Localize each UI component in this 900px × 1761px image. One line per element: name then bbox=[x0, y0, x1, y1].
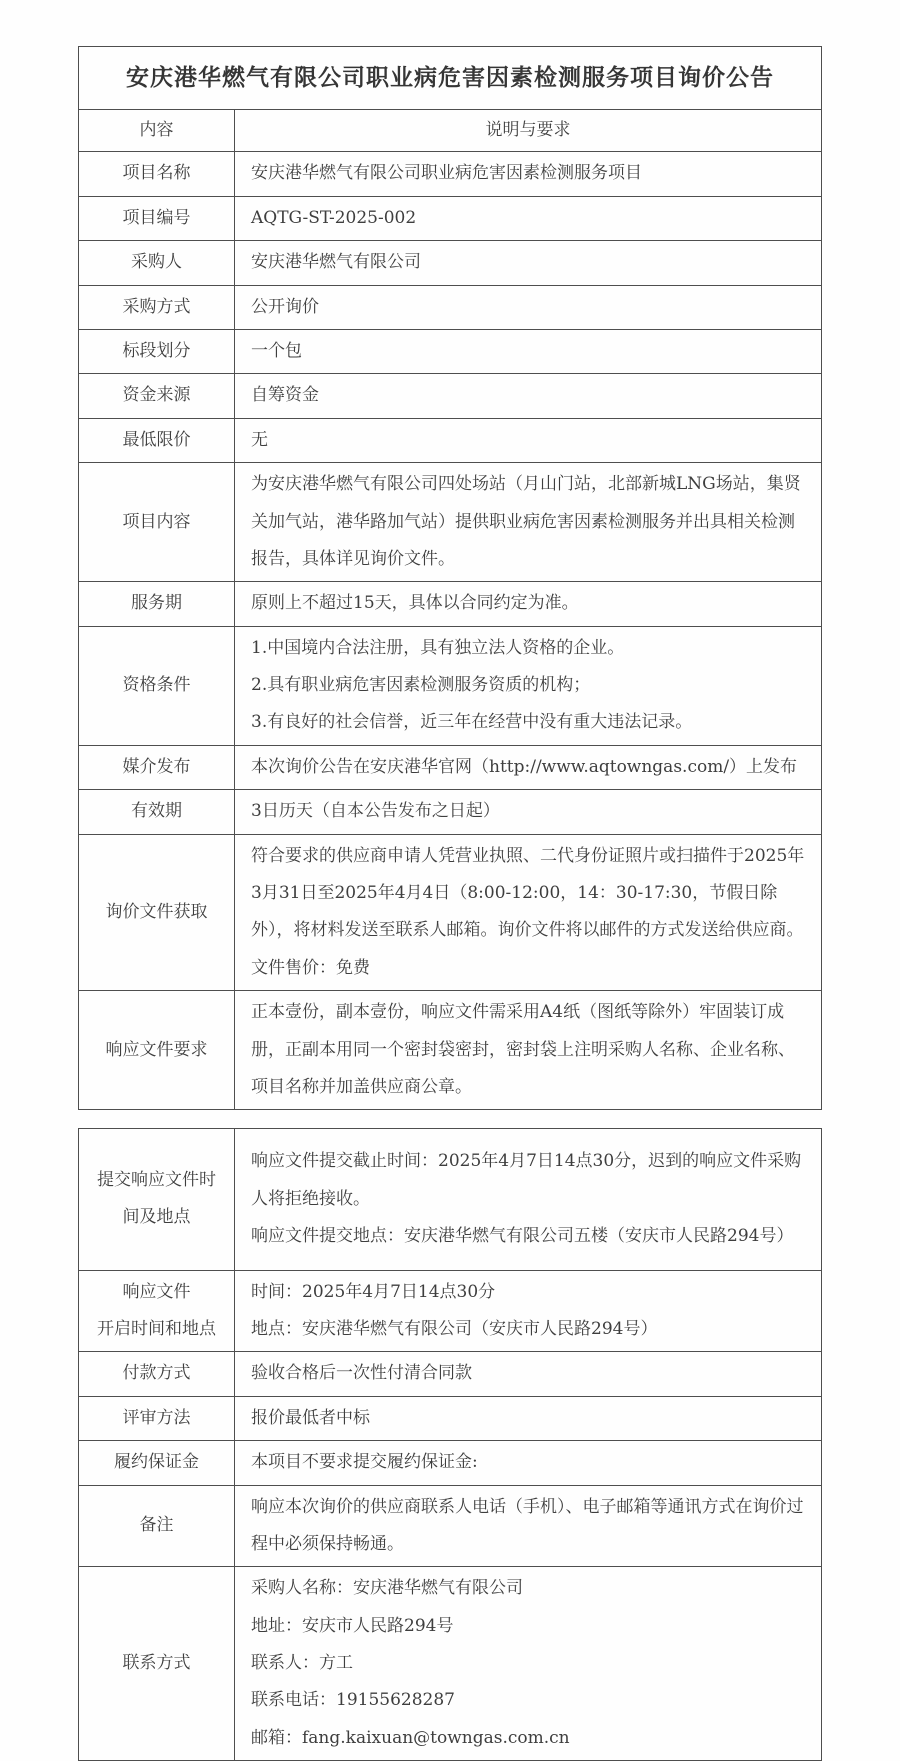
row-value bbox=[235, 1129, 822, 1270]
row-value bbox=[235, 1441, 822, 1485]
row-value-line: 验收合格后一次性付清合同款 bbox=[251, 1363, 472, 1384]
document-title: 安庆港华燃气有限公司职业病危害因素检测服务项目询价公告 bbox=[79, 47, 822, 110]
row-value-line: 公开询价 bbox=[251, 296, 319, 317]
table-header-row bbox=[79, 110, 822, 152]
row-value bbox=[235, 418, 822, 462]
row-label-line: 资金来源 bbox=[122, 385, 191, 406]
table-row bbox=[79, 1352, 822, 1396]
row-label bbox=[79, 834, 235, 991]
row-label-line: 资格条件 bbox=[122, 675, 191, 696]
row-value-line: 时间：2025年4月7日14点30分 bbox=[251, 1281, 496, 1302]
announcement-secondary-table bbox=[78, 1128, 822, 1761]
table-row bbox=[79, 196, 822, 240]
row-value bbox=[235, 1270, 822, 1352]
row-label bbox=[79, 1270, 235, 1352]
row-value-line: 3日历天（自本公告发布之日起） bbox=[251, 801, 500, 822]
table-row bbox=[79, 1567, 822, 1761]
row-value-line: 地点：安庆港华燃气有限公司（安庆市人民路294号） bbox=[251, 1318, 658, 1339]
title-row bbox=[79, 47, 822, 110]
row-value bbox=[235, 1352, 822, 1396]
row-value bbox=[235, 329, 822, 373]
row-value-line: 安庆港华燃气有限公司职业病危害因素检测服务项目 bbox=[251, 163, 642, 184]
table-row bbox=[79, 1441, 822, 1485]
row-label-line: 项目编号 bbox=[122, 207, 191, 228]
row-label bbox=[79, 745, 235, 789]
table-row bbox=[79, 626, 822, 745]
row-value-line: 本次询价公告在安庆港华官网（http://www.aqtowngas.com/）上发布 bbox=[251, 756, 798, 777]
row-value bbox=[235, 463, 822, 582]
table-row bbox=[79, 374, 822, 418]
row-label-line: 有效期 bbox=[131, 801, 182, 822]
row-label-line: 响应文件要求 bbox=[105, 1039, 208, 1060]
row-label-line: 评审方法 bbox=[122, 1407, 191, 1428]
row-label bbox=[79, 463, 235, 582]
row-label-line: 付款方式 bbox=[122, 1363, 191, 1384]
table-row bbox=[79, 834, 822, 991]
row-value bbox=[235, 626, 822, 745]
table-row bbox=[79, 152, 822, 196]
row-label bbox=[79, 152, 235, 196]
row-value-line: 原则上不超过15天，具体以合同约定为准。 bbox=[251, 593, 579, 614]
row-label-line: 间及地点 bbox=[122, 1207, 191, 1228]
table-row bbox=[79, 745, 822, 789]
table-row bbox=[79, 1485, 822, 1567]
row-value-line: 符合要求的供应商申请人凭营业执照、二代身份证照片或扫描件于2025年3月31日至2025年4月4日（8:00-12:00，14：30-17:30，节假日除外），将材料发送至联系人邮箱。询价文件将以邮件的方式发送给供应商。 bbox=[251, 845, 805, 941]
row-label-line: 采购人 bbox=[131, 252, 182, 273]
row-label bbox=[79, 626, 235, 745]
row-label bbox=[79, 1396, 235, 1440]
row-label-line: 媒介发布 bbox=[122, 756, 191, 777]
row-value bbox=[235, 790, 822, 834]
row-value-line: 正本壹份，副本壹份，响应文件需采用A4纸（图纸等除外）牢固装订成册，正副本用同一个密封袋密封，密封袋上注明采购人名称、企业名称、项目名称并加盖供应商公章。 bbox=[251, 1002, 795, 1097]
table-row bbox=[79, 790, 822, 834]
row-label-line: 询价文件获取 bbox=[105, 901, 208, 922]
row-label-line: 响应文件 bbox=[122, 1281, 191, 1302]
row-value-line: 本项目不要求提交履约保证金: bbox=[251, 1452, 478, 1473]
row-value-line: 一个包 bbox=[251, 340, 302, 361]
row-value-line: 安庆港华燃气有限公司 bbox=[251, 252, 421, 273]
row-label-line: 项目内容 bbox=[122, 511, 191, 532]
row-value-line: 联系电话：19155628287 bbox=[251, 1690, 455, 1711]
row-value bbox=[235, 152, 822, 196]
row-label-line: 开启时间和地点 bbox=[97, 1318, 216, 1339]
row-value-line: 响应文件提交截止时间：2025年4月7日14点30分，迟到的响应文件采购人将拒绝接收。 bbox=[251, 1151, 802, 1209]
row-value-line: 为安庆港华燃气有限公司四处场站（月山门站，北部新城LNG场站，集贤关加气站，港华路加气站）提供职业病危害因素检测服务并出具相关检测报告，具体详见询价文件。 bbox=[251, 474, 801, 569]
table-row bbox=[79, 241, 822, 285]
row-value-line: 3.有良好的社会信誉，近三年在经营中没有重大违法记录。 bbox=[251, 712, 693, 733]
table-row bbox=[79, 1270, 822, 1352]
row-value-line: 报价最低者中标 bbox=[251, 1407, 370, 1428]
row-value bbox=[235, 991, 822, 1110]
row-label-line: 联系方式 bbox=[122, 1653, 191, 1674]
row-value bbox=[235, 745, 822, 789]
row-label bbox=[79, 374, 235, 418]
row-label bbox=[79, 418, 235, 462]
row-label bbox=[79, 241, 235, 285]
table-row bbox=[79, 1396, 822, 1440]
row-value-line: 文件售价：免费 bbox=[251, 957, 370, 978]
row-label bbox=[79, 1485, 235, 1567]
header-cell-content: 内容 bbox=[79, 110, 235, 152]
row-value bbox=[235, 196, 822, 240]
row-label bbox=[79, 329, 235, 373]
row-value bbox=[235, 285, 822, 329]
row-label bbox=[79, 991, 235, 1110]
row-value-line: 邮箱：fang.kaixuan@towngas.com.cn bbox=[251, 1727, 570, 1748]
table-row bbox=[79, 329, 822, 373]
table-row bbox=[79, 463, 822, 582]
inquiry-announcement-document bbox=[78, 0, 822, 1761]
row-label-line: 备注 bbox=[139, 1515, 174, 1536]
row-label bbox=[79, 196, 235, 240]
row-label bbox=[79, 1441, 235, 1485]
row-value bbox=[235, 582, 822, 626]
row-label-line: 标段划分 bbox=[122, 340, 191, 361]
row-label bbox=[79, 1129, 235, 1270]
row-value-line: 响应文件提交地点：安庆港华燃气有限公司五楼（安庆市人民路294号） bbox=[251, 1226, 794, 1247]
row-label bbox=[79, 790, 235, 834]
row-label-line: 服务期 bbox=[131, 593, 182, 614]
row-value-line: AQTG-ST-2025-002 bbox=[251, 207, 417, 228]
row-label-line: 项目名称 bbox=[122, 163, 191, 184]
row-value bbox=[235, 834, 822, 991]
row-label-line: 最低限价 bbox=[122, 429, 191, 450]
row-value-line: 1.中国境内合法注册，具有独立法人资格的企业。 bbox=[251, 637, 625, 658]
row-value-line: 响应本次询价的供应商联系人电话（手机）、电子邮箱等通讯方式在询价过程中必须保持畅通。 bbox=[251, 1496, 804, 1554]
row-label-line: 采购方式 bbox=[122, 296, 191, 317]
row-label-line: 履约保证金 bbox=[114, 1452, 199, 1473]
table-row bbox=[79, 285, 822, 329]
table-gap-spacer bbox=[78, 1110, 822, 1128]
row-label bbox=[79, 582, 235, 626]
row-label bbox=[79, 285, 235, 329]
row-value-line: 采购人名称：安庆港华燃气有限公司 bbox=[251, 1578, 523, 1599]
table-row bbox=[79, 418, 822, 462]
table-row bbox=[79, 991, 822, 1110]
table-row bbox=[79, 582, 822, 626]
row-value bbox=[235, 374, 822, 418]
row-label bbox=[79, 1567, 235, 1761]
row-value-line: 地址：安庆市人民路294号 bbox=[251, 1615, 454, 1636]
row-value-line: 无 bbox=[251, 429, 268, 450]
row-value bbox=[235, 1567, 822, 1761]
announcement-main-table bbox=[78, 46, 822, 1110]
row-value bbox=[235, 1396, 822, 1440]
row-value-line: 2.具有职业病危害因素检测服务资质的机构； bbox=[251, 675, 591, 696]
row-label bbox=[79, 1352, 235, 1396]
row-value-line: 联系人：方工 bbox=[251, 1653, 353, 1674]
header-cell-requirements: 说明与要求 bbox=[235, 110, 822, 152]
table-row bbox=[79, 1129, 822, 1270]
row-value bbox=[235, 241, 822, 285]
row-value-line: 自筹资金 bbox=[251, 385, 319, 406]
row-label-line: 提交响应文件时 bbox=[97, 1170, 216, 1191]
row-value bbox=[235, 1485, 822, 1567]
